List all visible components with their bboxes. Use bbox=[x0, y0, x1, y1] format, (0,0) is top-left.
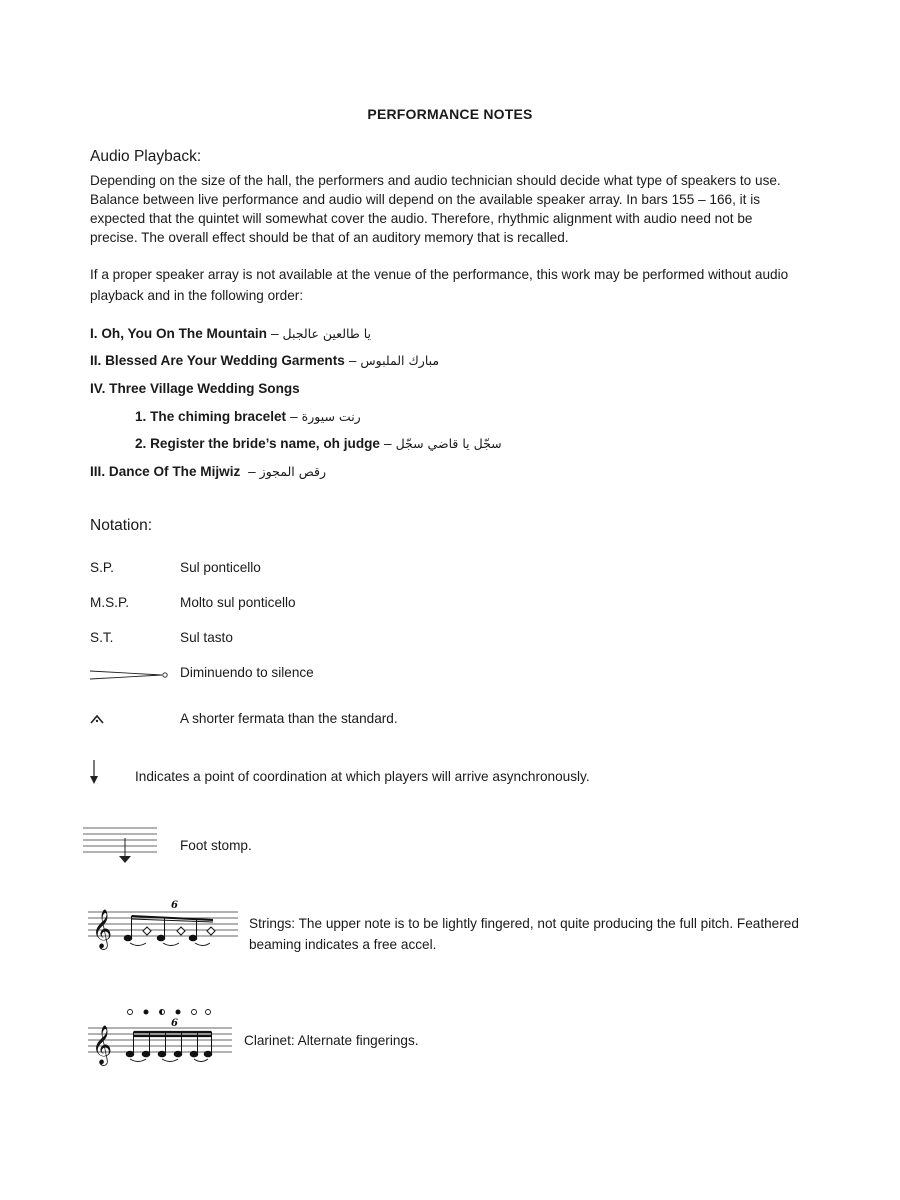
abbreviation-meaning: Sul ponticello bbox=[180, 560, 261, 575]
abbreviation: S.T. bbox=[90, 630, 114, 645]
order-item-arabic-title: مبارك الملبوس bbox=[360, 353, 440, 368]
order-item-title: 2. Register the bride’s name, oh judge bbox=[135, 436, 380, 451]
tuplet-number: 6 bbox=[171, 1018, 178, 1029]
paragraph-line: If a proper speaker array is not available at the venue of the performance, this work may be performed without audio bbox=[90, 267, 789, 282]
symbol-meaning-line: beaming indicates a free accel. bbox=[249, 937, 437, 952]
order-item-title: 1. The chiming bracelet bbox=[135, 409, 287, 424]
order-item-1 bbox=[90, 326, 371, 341]
short-fermata-icon bbox=[90, 713, 106, 725]
order-item-title: IV. Three Village Wedding Songs bbox=[90, 381, 300, 396]
page-title: PERFORMANCE NOTES bbox=[367, 106, 533, 122]
clarinet-fingering-staff-icon bbox=[88, 1006, 234, 1068]
paragraph-line: Depending on the size of the hall, the performers and audio technician should decide what type of speakers to use. bbox=[90, 173, 781, 188]
order-item-4 bbox=[90, 464, 326, 479]
symbol-meaning bbox=[249, 913, 799, 955]
svg-text:𝄞: 𝄞 bbox=[92, 1025, 113, 1065]
notation-heading: Notation: bbox=[90, 517, 153, 534]
paragraph-line: playback and in the following order: bbox=[90, 288, 304, 303]
order-subitem-1 bbox=[135, 409, 361, 424]
abbreviation: M.S.P. bbox=[90, 595, 130, 610]
order-subitem-2 bbox=[135, 436, 502, 451]
symbol-meaning: Indicates a point of coordination at which players will arrive asynchronously. bbox=[135, 769, 590, 784]
symbol-meaning: Clarinet: Alternate fingerings. bbox=[244, 1033, 419, 1048]
down-arrow-icon bbox=[88, 760, 100, 786]
diminuendo-hairpin-icon bbox=[88, 668, 170, 682]
order-item-title: III. Dance Of The Mijwiz bbox=[90, 464, 245, 479]
abbreviation-meaning: Molto sul ponticello bbox=[180, 595, 296, 610]
abbreviation-meaning: Sul tasto bbox=[180, 630, 233, 645]
audio-playback-paragraph-2 bbox=[90, 264, 810, 306]
order-item-3 bbox=[90, 381, 300, 396]
order-item-arabic-title: رنت سيورة bbox=[301, 409, 361, 424]
order-item-dash: – bbox=[384, 436, 392, 451]
order-item-dash: – bbox=[290, 409, 298, 424]
paragraph-line: Balance between live performance and audio will depend on the available speaker array. In bars 155 – 166, it is bbox=[90, 192, 761, 207]
symbol-meaning-line: Strings: The upper note is to be lightly fingered, not quite producing the full pitch. Feathered bbox=[249, 916, 799, 931]
order-item-arabic-title: يا طالعين عالجبل bbox=[282, 326, 372, 341]
order-item-dash: – bbox=[270, 326, 279, 341]
audio-playback-paragraph-1 bbox=[90, 171, 810, 247]
abbreviation: S.P. bbox=[90, 560, 114, 575]
foot-stomp-staff-icon bbox=[83, 826, 159, 866]
order-item-arabic-title: رقص المجوز bbox=[259, 464, 327, 479]
strings-notation-staff-icon bbox=[88, 898, 240, 952]
symbol-meaning: Foot stomp. bbox=[180, 838, 252, 853]
paragraph-line: expected that the quintet will somewhat cover the audio. Therefore, rhythmic alignment with audio need not be bbox=[90, 211, 753, 226]
svg-text:𝄞: 𝄞 bbox=[92, 909, 113, 949]
order-item-title: II. Blessed Are Your Wedding Garments bbox=[90, 353, 345, 368]
order-item-dash: – bbox=[348, 353, 357, 368]
symbol-meaning: A shorter fermata than the standard. bbox=[180, 711, 398, 726]
order-item-title: I. Oh, You On The Mountain bbox=[90, 326, 267, 341]
symbol-meaning: Diminuendo to silence bbox=[180, 665, 314, 680]
audio-playback-heading: Audio Playback: bbox=[90, 148, 202, 165]
order-item-arabic-title: سجّل يا قاضي سجّل bbox=[395, 436, 502, 451]
paragraph-line: precise. The overall effect should be that of an auditory memory that is recalled. bbox=[90, 230, 569, 245]
order-item-dash: – bbox=[248, 464, 256, 479]
tuplet-number: 6 bbox=[171, 900, 178, 911]
order-item-2 bbox=[90, 353, 439, 368]
